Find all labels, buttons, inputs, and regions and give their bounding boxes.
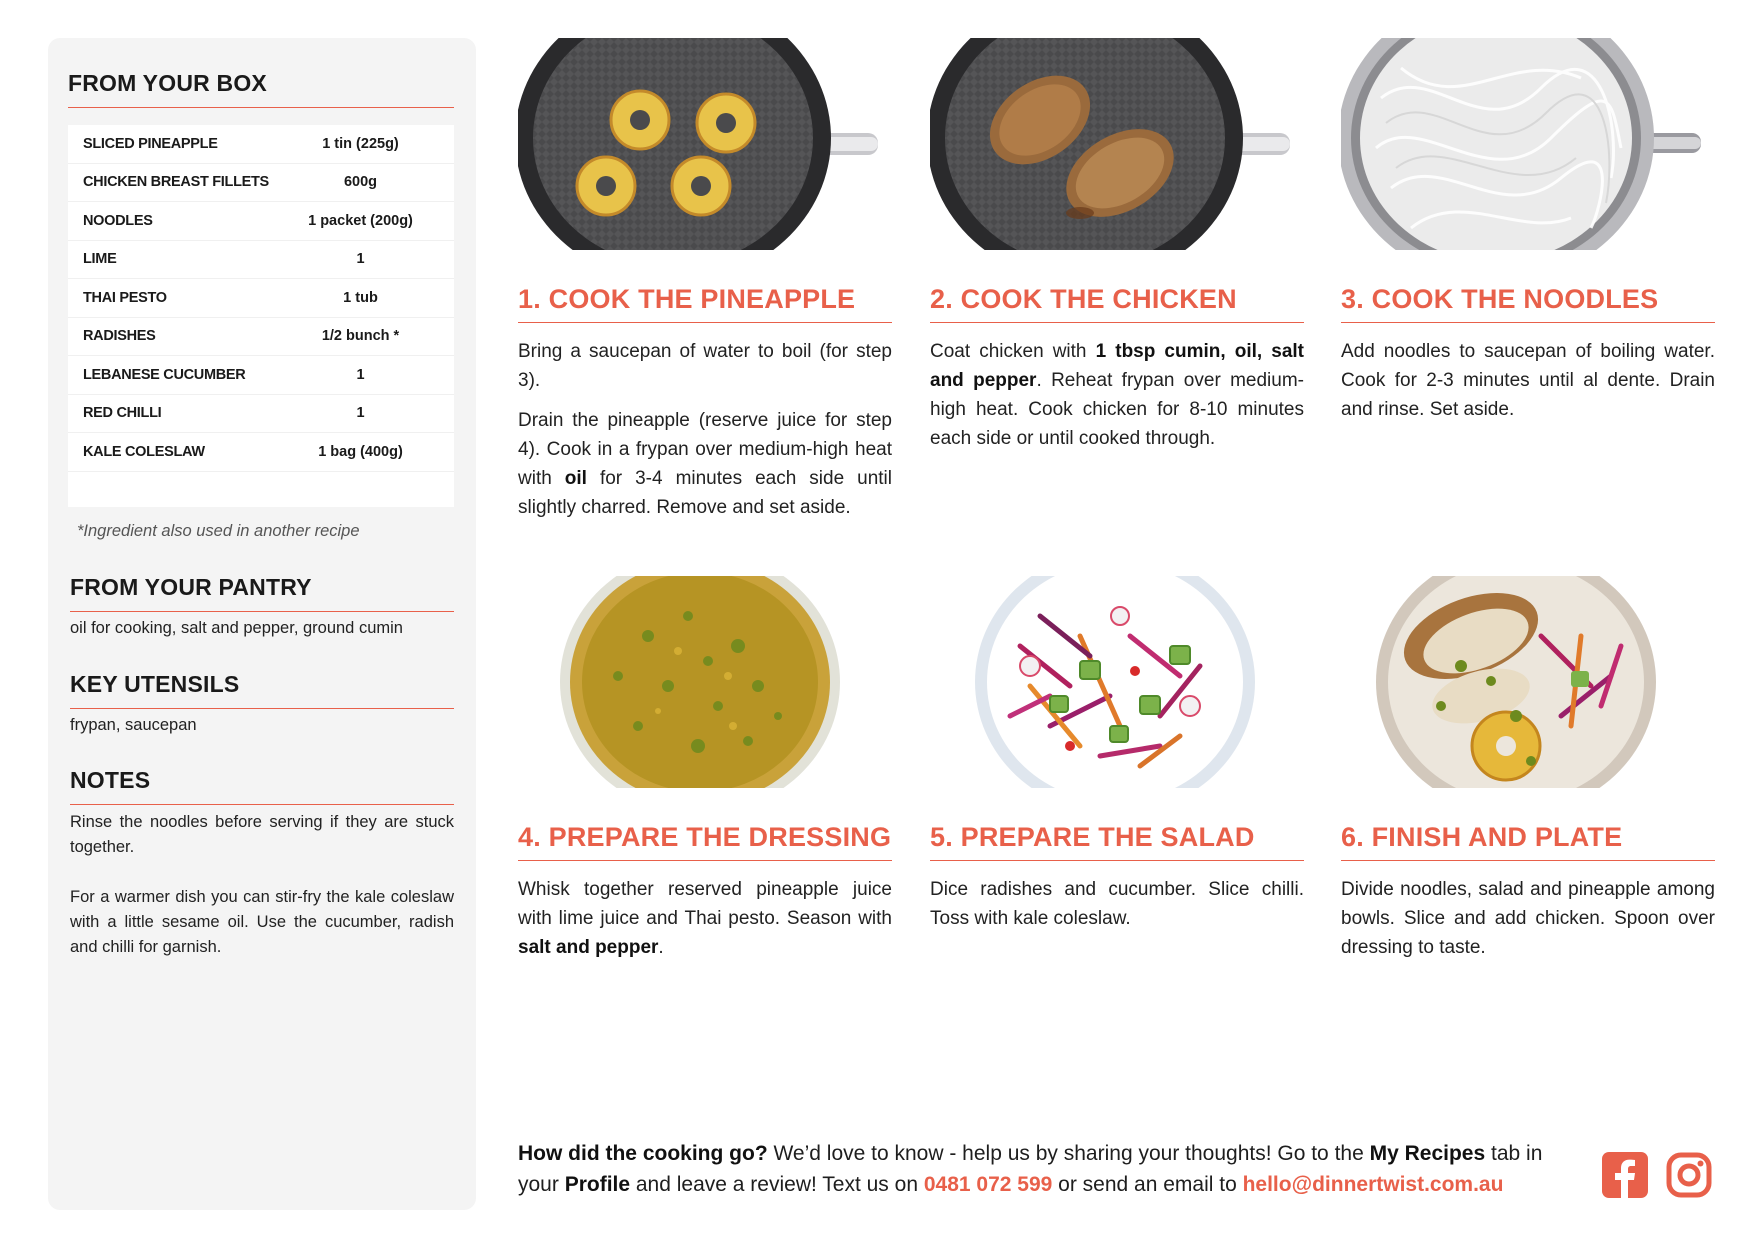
facebook-icon[interactable] xyxy=(1602,1152,1648,1198)
step-6 xyxy=(1341,576,1715,973)
ingredient-row xyxy=(68,279,454,318)
notes-title: NOTES xyxy=(70,767,454,805)
step-6-paragraph: Divide noodles, salad and pineapple among bowls. Slice and add chicken. Spoon over dressing to taste. xyxy=(1341,879,1715,958)
step-3-body xyxy=(1341,337,1715,424)
step-6-body xyxy=(1341,875,1715,962)
step-4-title: 4. PREPARE THE DRESSING xyxy=(518,822,892,861)
step-1 xyxy=(518,38,892,533)
ingredient-name: LEBANESE CUCUMBER xyxy=(83,366,246,383)
step-5 xyxy=(930,576,1304,944)
ingredient-qty: 1 packet (200g) xyxy=(308,212,413,229)
step-4-body xyxy=(518,875,892,962)
step-2-paragraph: Coat chicken with 1 tbsp cumin, oil, salt and pepper. Reheat frypan over medium-high heat. Cook chicken for 8-10 minutes each side or until cooked through. xyxy=(930,341,1305,449)
ingredient-name: NOODLES xyxy=(83,212,153,229)
profile-link[interactable]: Profile xyxy=(564,1173,631,1196)
dressing-in-bowl-photo xyxy=(518,576,878,788)
step-1-paragraph: Bring a saucepan of water to boil (for step 3). xyxy=(518,341,892,391)
ingredient-row xyxy=(68,318,454,357)
key-utensils-title: KEY UTENSILS xyxy=(70,671,454,709)
pantry-text: oil for cooking, salt and pepper, ground cumin xyxy=(70,619,403,637)
ingredient-qty: 1/2 bunch * xyxy=(321,328,400,345)
ingredient-name: CHICKEN BREAST FILLETS xyxy=(83,174,269,191)
ingredient-row xyxy=(68,202,454,241)
phone-link[interactable]: 0481 072 599 xyxy=(923,1173,1053,1196)
ingredient-row xyxy=(68,433,454,472)
step-4 xyxy=(518,576,892,973)
ingredient-row xyxy=(68,356,454,395)
note-2: For a warmer dish you can stir-fry the kale coleslaw with a little sesame oil. Use the cucumber, radish and chilli for garnish. xyxy=(70,888,454,956)
plated-dish-photo xyxy=(1341,576,1701,788)
step-1-paragraph: Drain the pineapple (reserve juice for step 4). Cook in a frypan over medium-high heat with oil for 3-4 minutes each side until slightly charred. Remove and set aside. xyxy=(518,410,892,518)
chicken-in-frypan-photo xyxy=(930,38,1290,250)
feedback-text: How did the cooking go? We’d love to know - help us by sharing your thoughts! Go to the My Recipes tab in your Profile and leave a review! Text us on 0481 072 599 or send an email to hello@dinnertwist.com.au xyxy=(518,1142,1543,1196)
ingredient-row xyxy=(68,395,454,434)
ingredient-name: LIME xyxy=(83,251,117,268)
from-your-pantry-title: FROM YOUR PANTRY xyxy=(70,574,454,612)
step-2-body xyxy=(930,337,1304,453)
ingredient-name: KALE COLESLAW xyxy=(83,443,205,460)
step-3 xyxy=(1341,38,1715,435)
step-2 xyxy=(930,38,1304,464)
ingredient-name: RED CHILLI xyxy=(83,405,162,422)
step-2-title: 2. COOK THE CHICKEN xyxy=(930,284,1304,323)
ingredient-qty: 600g xyxy=(343,174,378,191)
feedback-question: How did the cooking go? xyxy=(518,1142,768,1165)
noodles-in-colander-photo xyxy=(1341,38,1701,250)
step-6-title: 6. FINISH AND PLATE xyxy=(1341,822,1715,861)
step-5-paragraph: Dice radishes and cucumber. Slice chilli. Toss with kale coleslaw. xyxy=(930,879,1304,929)
step-1-title: 1. COOK THE PINEAPPLE xyxy=(518,284,892,323)
ingredient-table xyxy=(68,125,454,507)
ingredient-row xyxy=(68,241,454,280)
step-3-title: 3. COOK THE NOODLES xyxy=(1341,284,1715,323)
sidebar xyxy=(48,38,476,1210)
note-1: Rinse the noodles before serving if they are stuck together. xyxy=(70,813,454,856)
ingredient-qty: 1 bag (400g) xyxy=(318,443,403,460)
ingredient-footnote: *Ingredient also used in another recipe xyxy=(77,522,360,540)
step-5-title: 5. PREPARE THE SALAD xyxy=(930,822,1304,861)
step-5-body xyxy=(930,875,1304,933)
step-4-paragraph: Whisk together reserved pineapple juice with lime juice and Thai pesto. Season with salt and pepper. xyxy=(518,879,892,958)
salad-in-bowl-photo xyxy=(930,576,1290,788)
email-link[interactable]: hello@dinnertwist.com.au xyxy=(1242,1173,1504,1196)
ingredient-qty: 1 xyxy=(356,405,365,422)
ingredient-name: RADISHES xyxy=(83,328,156,345)
ingredient-qty: 1 xyxy=(356,251,365,268)
ingredient-qty: 1 tub xyxy=(343,289,378,306)
ingredient-qty: 1 xyxy=(356,366,365,383)
from-your-box-title: FROM YOUR BOX xyxy=(68,70,454,108)
my-recipes-link[interactable]: My Recipes xyxy=(1369,1142,1486,1165)
instagram-icon[interactable] xyxy=(1666,1152,1712,1198)
step-1-body xyxy=(518,337,892,522)
ingredient-qty: 1 tin (225g) xyxy=(322,135,399,152)
ingredient-row xyxy=(68,164,454,203)
ingredient-name: THAI PESTO xyxy=(83,289,167,306)
ingredient-name: SLICED PINEAPPLE xyxy=(83,135,218,152)
pineapple-in-frypan-photo xyxy=(518,38,878,250)
utensils-text: frypan, saucepan xyxy=(70,716,197,734)
step-3-paragraph: Add noodles to saucepan of boiling water. Cook for 2-3 minutes until al dente. Drain and rinse. Set aside. xyxy=(1341,341,1715,420)
ingredient-row xyxy=(68,125,454,164)
